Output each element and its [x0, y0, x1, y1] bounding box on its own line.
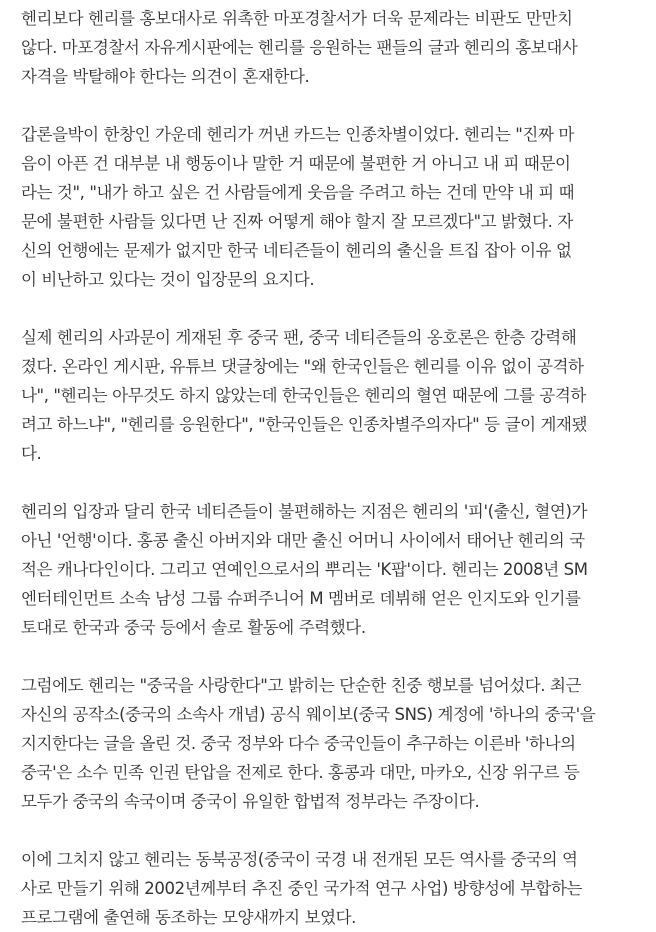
- paragraph-line: 려고 하느냐", "헨리를 응원한다", "한국인들은 인종차별주의자다" 등 글이 게재됐: [21, 415, 588, 434]
- paragraph-line: 실제 헨리의 사과문이 게재된 후 중국 팬, 중국 네티즌들의 옹호론은 한층 강력해: [21, 328, 577, 347]
- article-paragraph: [21, 4, 641, 91]
- paragraph-line: 자신의 공작소(중국의 소속사 개념) 공식 웨이보(중국 SNS) 계정에 '하나의 중국'을: [21, 705, 596, 724]
- paragraph-line: 신의 언행에는 문제가 없지만 한국 네티즌들이 헨리의 출신을 트집 잡아 이유 없: [21, 241, 572, 260]
- paragraph-line: 다.: [21, 444, 42, 463]
- paragraph-line: 프로그램에 출연해 동조하는 모양새까지 보였다.: [21, 908, 357, 927]
- article-paragraph: [21, 671, 641, 816]
- paragraph-line: 문에 불편한 사람들 있다면 난 진짜 어떻게 해야 할지 잘 모르겠다"고 밝혔다. 자: [21, 212, 573, 231]
- paragraph-line: 졌다. 온라인 게시판, 유튜브 댓글창에는 "왜 한국인들은 헨리를 이유 없이 공격하: [21, 357, 584, 376]
- paragraph-line: 않다. 마포경찰서 자유게시판에는 헨리를 응원하는 팬들의 글과 헨리의 홍보대사: [21, 38, 578, 57]
- paragraph-line: 라는 것", "내가 하고 싶은 건 사람들에게 웃음을 주려고 하는 건데 만약 내 피 때: [21, 183, 575, 202]
- article-paragraph: [21, 323, 641, 468]
- paragraph-line: 자격을 박탈해야 한다는 의견이 혼재한다.: [21, 67, 310, 86]
- paragraph-line: 토대로 한국과 중국 등에서 솔로 활동에 주력했다.: [21, 618, 366, 637]
- paragraph-line: 나", "헨리는 아무것도 하지 않았는데 한국인들은 헨리의 혈연 때문에 그를 공격하: [21, 386, 586, 405]
- paragraph-line: 중국'은 소수 민족 인권 탄압을 전제로 한다. 홍콩과 대만, 마카오, 신장 위구르 등: [21, 763, 580, 782]
- article-paragraph: [21, 845, 641, 932]
- paragraph-line: 사로 만들기 위해 2002년께부터 추진 중인 국가적 연구 사업) 방향성에 부합하는: [21, 879, 583, 898]
- paragraph-line: 이 비난하고 있다는 것이 입장문의 요지다.: [21, 270, 315, 289]
- paragraph-line: 아닌 '언행'이다. 홍콩 출신 아버지와 대만 출신 어머니 사이에서 태어난 헨리의 국: [21, 531, 585, 550]
- paragraph-line: 갑론을박이 한창인 가운데 헨리가 꺼낸 카드는 인종차별이었다. 헨리는 "진짜 마: [21, 125, 574, 144]
- article-paragraph: [21, 120, 641, 294]
- paragraph-line: 헨리보다 헨리를 홍보대사로 위촉한 마포경찰서가 더욱 문제라는 비판도 만만치: [21, 9, 573, 28]
- article-paragraph: [21, 497, 641, 642]
- paragraph-line: 지지한다는 글을 올린 것. 중국 정부와 다수 중국인들이 추구하는 이른바 '하나의: [21, 734, 576, 753]
- paragraph-line: 그럼에도 헨리는 "중국을 사랑한다"고 밝히는 단순한 친중 행보를 넘어섰다. 최근: [21, 676, 582, 695]
- paragraph-line: 이에 그치지 않고 헨리는 동북공정(중국이 국경 내 전개된 모든 역사를 중국의 역: [21, 850, 578, 869]
- paragraph-line: 적은 캐나다인이다. 그리고 연예인으로서의 뿌리는 'K팝'이다. 헨리는 2008년 SM: [21, 560, 588, 579]
- paragraph-line: 음이 아픈 건 대부분 내 행동이나 말한 거 때문에 불편한 거 아니고 내 피 때문이: [21, 154, 571, 173]
- paragraph-line: 모두가 중국의 속국이며 중국이 유일한 합법적 정부라는 주장이다.: [21, 792, 480, 811]
- paragraph-line: 엔터테인먼트 소속 남성 그룹 슈퍼주니어 M 멤버로 데뷔해 얻은 인지도와 인기를: [21, 589, 581, 608]
- paragraph-line: 헨리의 입장과 달리 한국 네티즌들이 불편해하는 지점은 헨리의 '피'(출신, 혈연)가: [21, 502, 588, 521]
